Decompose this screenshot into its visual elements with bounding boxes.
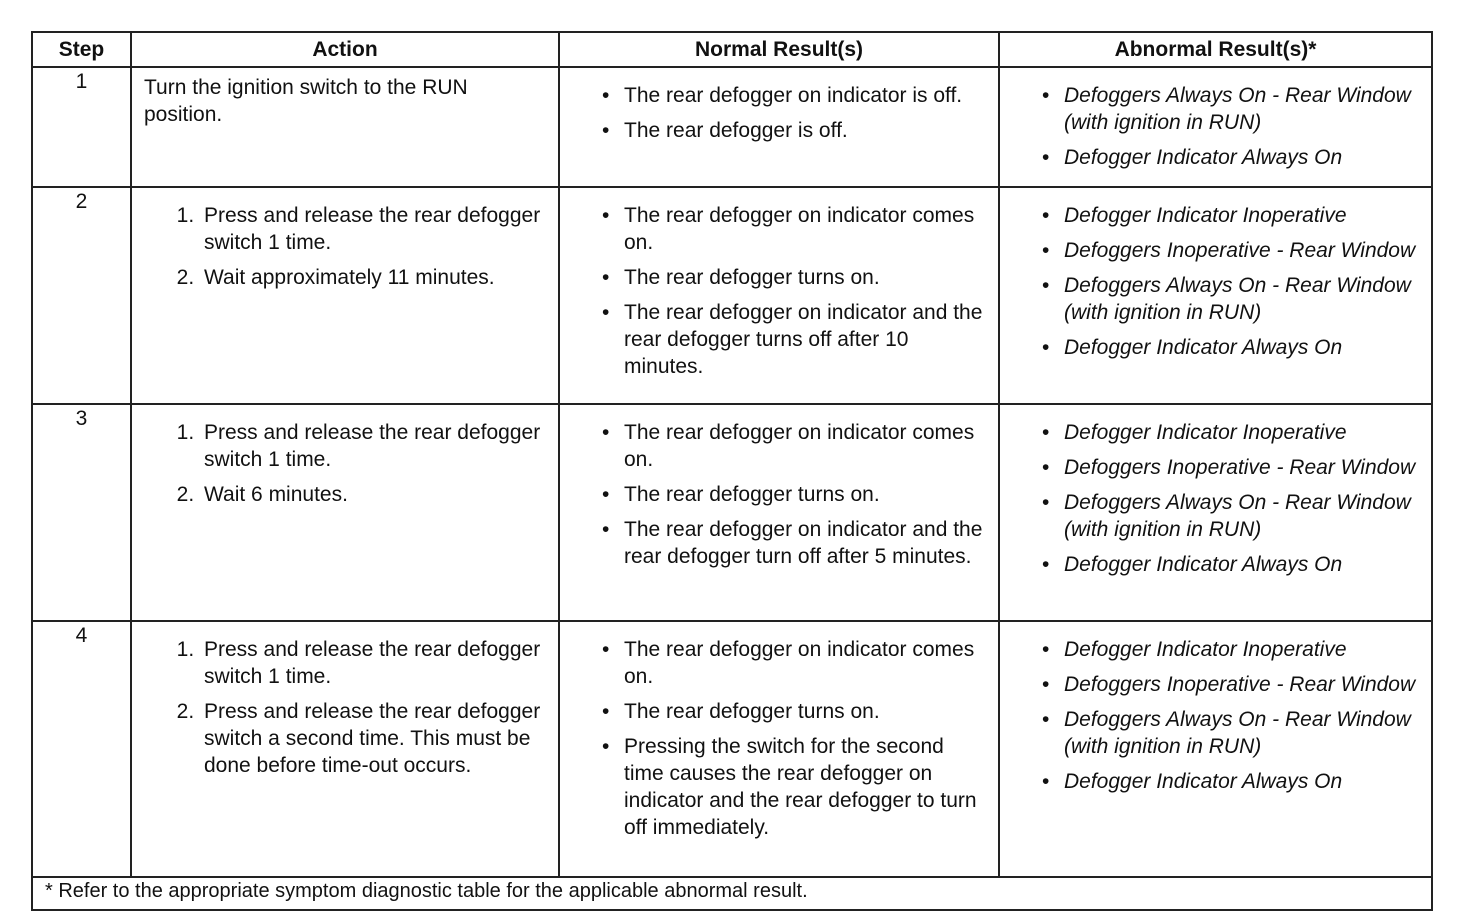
bullet-icon: •: [1042, 553, 1050, 576]
abnormal-result-item: • Defoggers Always On - Rear Window (with ignition in RUN): [1042, 491, 1411, 541]
bullet-icon: •: [602, 735, 610, 758]
normal-results-cell: [559, 187, 999, 404]
action-step: 2. Press and release the rear defogger switch a second time. This must be done before time-out occurs.: [200, 698, 548, 779]
table-row: [32, 404, 1432, 621]
bullet-icon: •: [1042, 336, 1050, 359]
step-number: 2: [32, 187, 131, 404]
header-normal-results: Normal Result(s): [559, 32, 999, 67]
abnormal-result-item: • Defogger Indicator Inoperative: [1042, 204, 1347, 227]
action-step: 1. Press and release the rear defogger switch 1 time.: [200, 419, 548, 473]
bullet-icon: •: [1042, 708, 1050, 731]
bullet-icon: •: [1042, 421, 1050, 444]
normal-result-item: • The rear defogger on indicator comes on.: [602, 421, 975, 471]
normal-result-item: • The rear defogger on indicator is off.: [602, 84, 963, 107]
action-step: 2. Wait approximately 11 minutes.: [200, 264, 548, 291]
normal-result-item: • Pressing the switch for the second time causes the rear defogger on indicator and the rear defogger to turn off immediately.: [602, 735, 977, 839]
bullet-icon: •: [602, 483, 610, 506]
bullet-icon: •: [602, 518, 610, 541]
abnormal-result-item: • Defogger Indicator Inoperative: [1042, 421, 1347, 444]
abnormal-results-cell: [999, 404, 1432, 621]
abnormal-results-cell: [999, 621, 1432, 877]
action-text: Turn the ignition switch to the RUN position.: [144, 76, 468, 126]
action-step: 1. Press and release the rear defogger switch 1 time.: [200, 636, 548, 690]
normal-result-item: • The rear defogger turns on.: [602, 266, 880, 289]
action-cell: [131, 621, 559, 877]
abnormal-result-item: • Defoggers Always On - Rear Window (with ignition in RUN): [1042, 708, 1411, 758]
bullet-icon: •: [1042, 456, 1050, 479]
step-number: 4: [32, 621, 131, 877]
header-row: [32, 32, 1432, 67]
normal-result-item: • The rear defogger on indicator comes on.: [602, 638, 975, 688]
abnormal-result-item: • Defogger Indicator Always On: [1042, 336, 1343, 359]
footnote: * Refer to the appropriate symptom diagnostic table for the applicable abnormal result.: [32, 877, 1432, 910]
bullet-icon: •: [1042, 204, 1050, 227]
bullet-icon: •: [1042, 673, 1050, 696]
bullet-icon: •: [602, 301, 610, 324]
table-row: [32, 621, 1432, 877]
bullet-icon: •: [1042, 770, 1050, 793]
bullet-icon: •: [602, 204, 610, 227]
bullet-icon: •: [1042, 239, 1050, 262]
normal-result-item: • The rear defogger on indicator and the rear defogger turns off after 10 minutes.: [602, 301, 983, 378]
abnormal-result-item: • Defogger Indicator Always On: [1042, 146, 1343, 169]
bullet-icon: •: [602, 266, 610, 289]
bullet-icon: •: [602, 84, 610, 107]
normal-result-item: • The rear defogger turns on.: [602, 483, 880, 506]
header-action: Action: [131, 32, 559, 67]
step-number: 1: [32, 67, 131, 187]
abnormal-result-item: • Defogger Indicator Always On: [1042, 553, 1343, 576]
bullet-icon: •: [1042, 274, 1050, 297]
normal-result-item: • The rear defogger turns on.: [602, 700, 880, 723]
bullet-icon: •: [602, 638, 610, 661]
abnormal-result-item: • Defoggers Inoperative - Rear Window: [1042, 673, 1416, 696]
bullet-icon: •: [602, 700, 610, 723]
abnormal-result-item: • Defogger Indicator Inoperative: [1042, 638, 1347, 661]
action-step: 1. Press and release the rear defogger switch 1 time.: [200, 202, 548, 256]
normal-result-item: • The rear defogger on indicator comes on.: [602, 204, 975, 254]
normal-results-cell: [559, 67, 999, 187]
normal-results-cell: [559, 404, 999, 621]
action-step: 2. Wait 6 minutes.: [200, 481, 548, 508]
bullet-icon: •: [1042, 146, 1050, 169]
abnormal-result-item: • Defogger Indicator Always On: [1042, 770, 1343, 793]
bullet-icon: •: [1042, 638, 1050, 661]
step-number: 3: [32, 404, 131, 621]
normal-result-item: • The rear defogger is off.: [602, 119, 848, 142]
header-abnormal-results: Abnormal Result(s)*: [999, 32, 1432, 67]
abnormal-result-item: • Defoggers Inoperative - Rear Window: [1042, 456, 1416, 479]
bullet-icon: •: [602, 119, 610, 142]
bullet-icon: •: [602, 421, 610, 444]
abnormal-results-cell: [999, 67, 1432, 187]
table-row: [32, 187, 1432, 404]
action-cell: [131, 404, 559, 621]
abnormal-result-item: • Defoggers Always On - Rear Window (with ignition in RUN): [1042, 274, 1411, 324]
table-row: [32, 67, 1432, 187]
abnormal-results-cell: [999, 187, 1432, 404]
diagnostic-table: [31, 31, 1433, 911]
abnormal-result-item: • Defoggers Inoperative - Rear Window: [1042, 239, 1416, 262]
normal-results-cell: [559, 621, 999, 877]
normal-result-item: • The rear defogger on indicator and the rear defogger turn off after 5 minutes.: [602, 518, 983, 568]
bullet-icon: •: [1042, 84, 1050, 107]
bullet-icon: •: [1042, 491, 1050, 514]
header-step: Step: [32, 32, 131, 67]
action-cell: [131, 187, 559, 404]
action-cell: [131, 67, 559, 187]
abnormal-result-item: • Defoggers Always On - Rear Window (with ignition in RUN): [1042, 84, 1411, 134]
